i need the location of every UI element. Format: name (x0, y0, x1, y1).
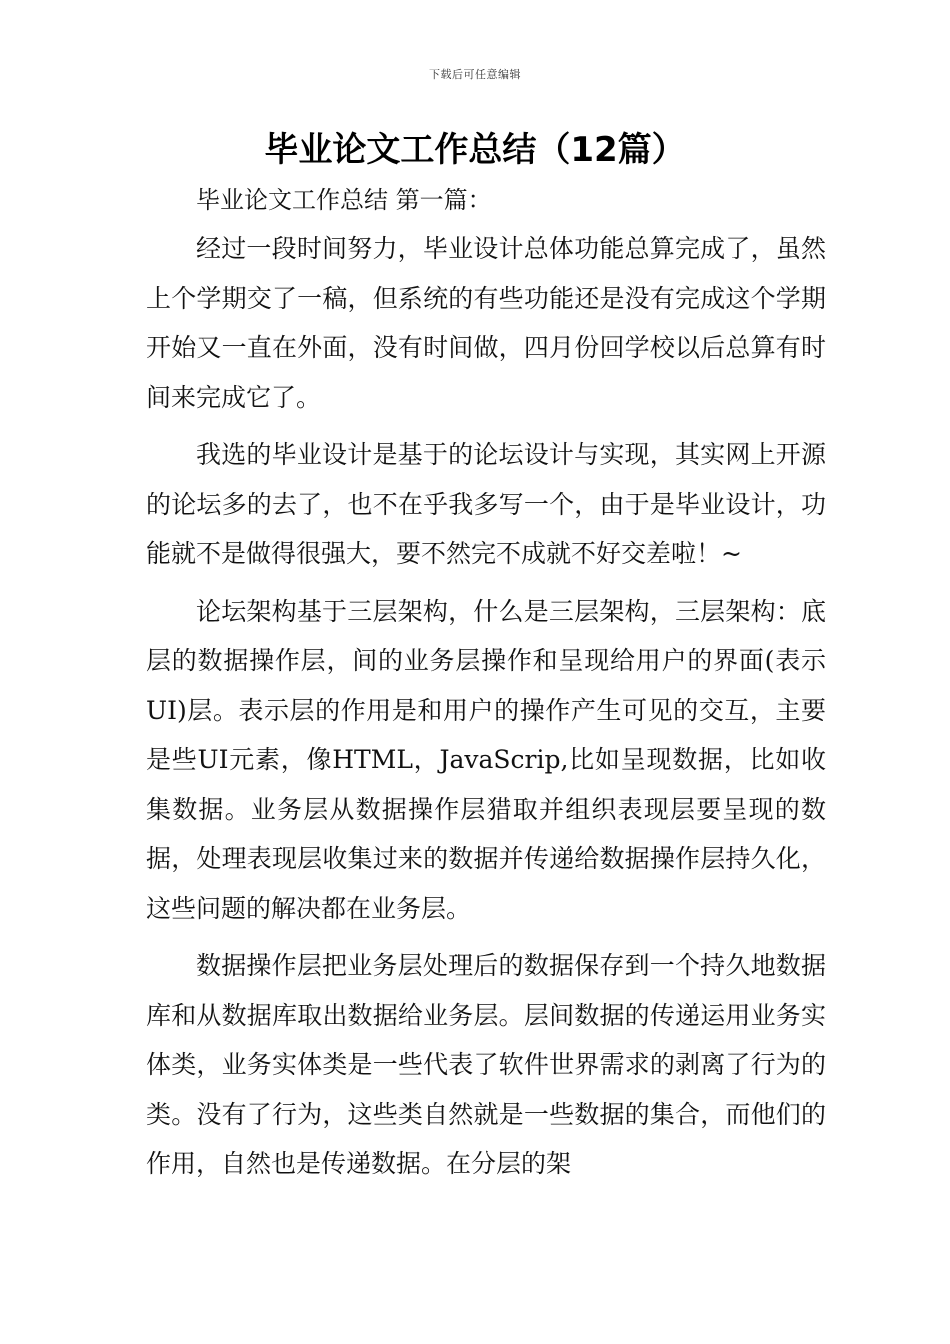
paragraph: 数据操作层把业务层处理后的数据保存到一个持久地数据库和从数据库取出数据给业务层。层间数据的传递运用业务实体类，业务实体类是一些代表了软件世界需求的剥离了行为的类。没有了行为，这些类自然就是一些数据的集合，而他们的作用，自然也是传递数据。在分层的架 (146, 951, 826, 1178)
paragraph: 论坛架构基于三层架构，什么是三层架构，三层架构：底层的数据操作层，间的业务层操作和呈现给用户的界面(表示UI)层。表示层的作用是和用户的操作产生可见的交互，主要是些UI元素，像HTML，JavaScrip,比如呈现数据，比如收集数据。业务层从数据操作层猎取并组织表现层要呈现的数据，处理表现层收集过来的数据并传递给数据操作层持久化，这些问题的解决都在业务层。 (146, 596, 826, 923)
paragraph: 经过一段时间努力，毕业设计总体功能总算完成了，虽然上个学期交了一稿，但系统的有些功能还是没有完成这个学期开始又一直在外面，没有时间做，四月份回学校以后总算有时间来完成它了。 (146, 234, 826, 412)
section-heading: 毕业论文工作总结 第一篇： (196, 186, 492, 214)
header-note: 下载后可任意编辑 (429, 68, 521, 81)
document-title: 毕业论文工作总结（12篇） (264, 130, 686, 170)
body-text (146, 224, 826, 1197)
paragraph: 我选的毕业设计是基于的论坛设计与实现，其实网上开源的论坛多的去了，也不在乎我多写一个，由于是毕业设计，功能就不是做得很强大，要不然完不成就不好交差啦！~ (146, 440, 826, 568)
